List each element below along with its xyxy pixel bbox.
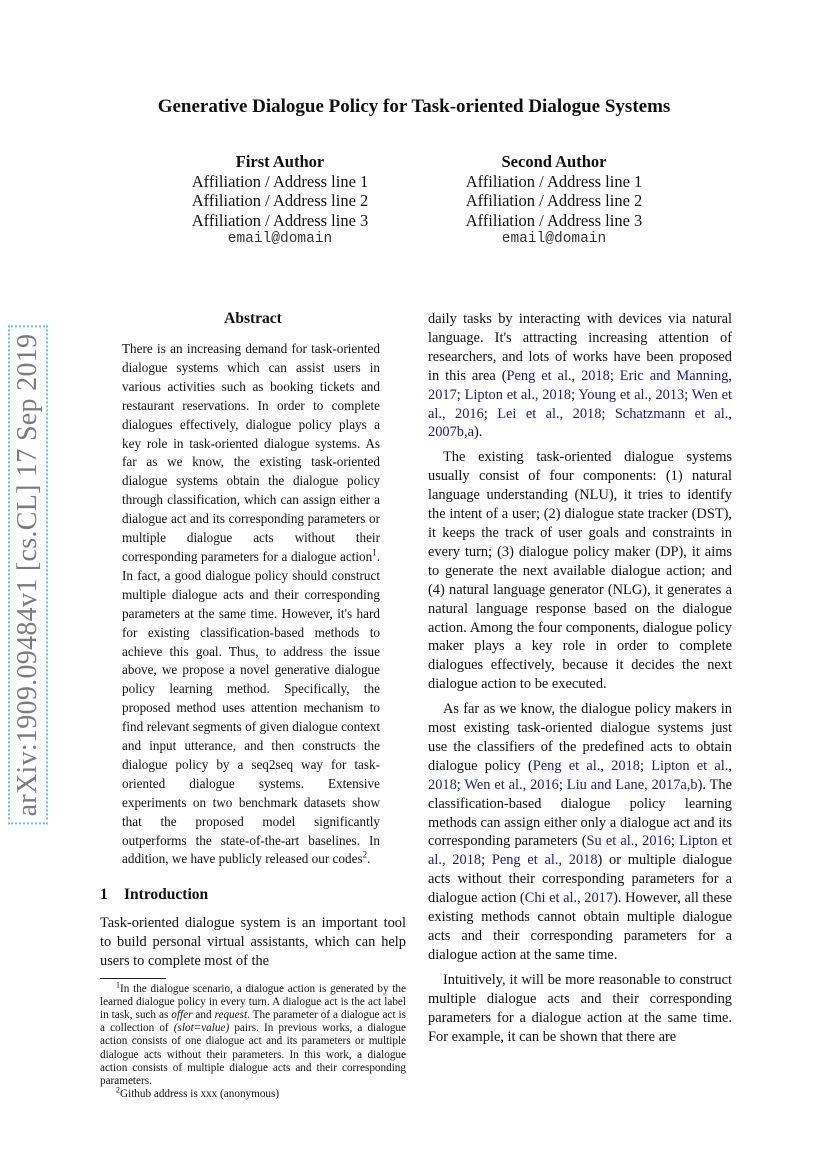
author-block-2 [424,152,684,250]
author-email: email@domain [227,231,333,247]
intro-paragraph-1: daily tasks by interacting with devices via natural language. It's attracting increasing attention of researchers, and lots of works have been proposed in this area (Peng et al., 2018; Eric and Manning, 2017; Lipton et al., 2018; Young et al., 2013; Wen et al., 2016; Lei et al., 2018; Schatzmann et al., 2007b,a). [428,311,732,441]
citation-link[interactable]: Lipton et al., 2018 [464,386,572,403]
citation-link[interactable]: Peng et al., 2018 [532,757,640,774]
author-affiliation: Affiliation / Address line 3 [191,210,369,230]
intro-paragraph-3: As far as we know, the dialogue policy makers in most existing task-oriented dialogue systems just use the classifiers of the predefined acts to obtain dialogue policy (Peng et al., 2018; Lipton et al., 2018; Wen et al., 2016; Liu and Lane, 2017a,b). The classification-based dialogue policy learning methods can assign either only a dialogue act and its corresponding parameters (Su et al., 2016; Lipton et al., 2018; Peng et al., 2018) or multiple dialogue acts without their corresponding parameters for a dialogue action (Chi et al., 2017). However, all these existing methods cannot obtain multiple dialogue acts and their corresponding parameters for a dialogue action at the same time. [428,701,732,963]
citation-link[interactable]: Peng et al., 2018 [506,367,610,384]
footnote-2: $^2$Github address is xxx (anonymous) [116,1085,280,1100]
citation-link[interactable]: Wen et al., 2016 [464,776,559,793]
paper-title: Generative Dialogue Policy for Task-oriented Dialogue Systems [157,96,671,117]
citation-link[interactable]: Schatzmann et al., 2007b,a [428,405,732,441]
intro-paragraph-4: Intuitively, it will be more reasonable to construct multiple dialogue acts and their corresponding parameters for a dialogue action at the same time. For example, it can be shown that there are [428,971,732,1045]
citation-link[interactable]: Su et al., 2016 [586,833,671,850]
footnote-ref-1[interactable]: 1 [372,547,377,558]
intro-paragraph-start: Task-oriented dialogue system is an important tool to build personal virtual assistants, which can help users to complete most of the [100,915,406,970]
author-affiliation: Affiliation / Address line 3 [465,210,643,230]
author-affiliation: Affiliation / Address line 1 [191,171,369,191]
citation-link[interactable]: Lei et al., 2018 [497,405,602,422]
author-email: email@domain [501,231,607,247]
citation-link[interactable]: Young et al., 2013 [578,386,685,403]
author-affiliation: Affiliation / Address line 2 [465,191,643,210]
right-column [428,310,732,1046]
footnote-divider [100,978,166,979]
abstract-text: There is an increasing demand for task-oriented dialogue systems which can assist users in various activities such as booking tickets and restaurant reservations. In order to complete dialogues effectively, dialogue policy plays a key role in task-oriented dialogue systems. As far as we know, the existing task-oriented dialogue systems obtain the dialogue policy through classification, which can assign either a dialogue act and its corresponding parameters or multiple dialogue acts without their corresponding parameters for a dialogue action$^1$. In fact, a good dialogue policy should construct multiple dialogue acts and their corresponding parameters at the same time. However, it's hard for existing classification-based methods to achieve this goal. Thus, to address the issue above, we propose a novel generative dialogue policy learning method. Specifically, the proposed method uses attention mechanism to find relevant segments of given dialogue context and input utterance, and then constructs the dialogue policy by a seq2seq way for task-oriented dialogue systems. Extensive experiments on two benchmark datasets show that the proposed model significantly outperforms the state-of-the-art baselines. In addition, we have publicly released our codes$^2$. [122,341,380,867]
citation-link[interactable]: Wen et al., 2016 [428,386,732,422]
author-name: First Author [235,152,325,171]
author-affiliation: Affiliation / Address line 2 [191,191,369,210]
author-affiliation: Affiliation / Address line 1 [465,171,643,191]
arxiv-stamp[interactable] [0,325,56,825]
author-block-1 [150,152,410,250]
citation-link[interactable]: Lipton et al., 2018 [428,757,732,793]
abstract-heading: Abstract [224,310,282,327]
citation-link[interactable]: Lipton et al., 2018 [428,833,732,869]
section-title: Introduction [124,886,209,904]
citation-link[interactable]: Liu and Lane, 2017a,b [566,776,698,793]
left-column [100,310,406,1101]
citation-link[interactable]: Chi et al., 2017 [524,890,614,907]
citation-link[interactable]: Peng et al., 2018 [491,852,598,869]
intro-paragraph-2: The existing task-oriented dialogue systems usually consist of four components: (1) natural language understanding (NLU), it tries to identify the intent of a user; (2) dialogue state tracker (DST), it keeps the track of user goals and constraints in every turn; (3) dialogue policy maker (DP), it aims to generate the next available dialogue action; and (4) natural language generator (NLG), it generates a natural language response based on the dialogue action. Among the four components, dialogue policy maker plays a key role in order to complete dialogues effectively, because it decides the next dialogue action to be executed. [428,449,732,693]
footnote-ref-2[interactable]: 2 [362,850,368,861]
section-number: 1 [100,886,108,904]
author-name: Second Author [501,152,607,171]
section-heading-introduction [100,886,406,904]
citation-link[interactable]: Eric and Manning, 2017 [428,367,732,403]
arxiv-stamp-text[interactable]: arXiv:1909.09484v1 [cs.CL] 17 Sep 2019 [8,326,48,825]
footnote-1: $^1$In the dialogue scenario, a dialogue action is generated by the learned dialogue policy in every turn. A dialogue act is the act label in task, such as offer and request. The parameter of a dialogue act is a collection of (slot=value) pairs. In previous works, a dialogue action consists of one dialogue act and its parameters or multiple dialogue acts without their parameters. In this work, a dialogue action consists of multiple dialogue acts and their corresponding parameters. [100,980,406,1087]
